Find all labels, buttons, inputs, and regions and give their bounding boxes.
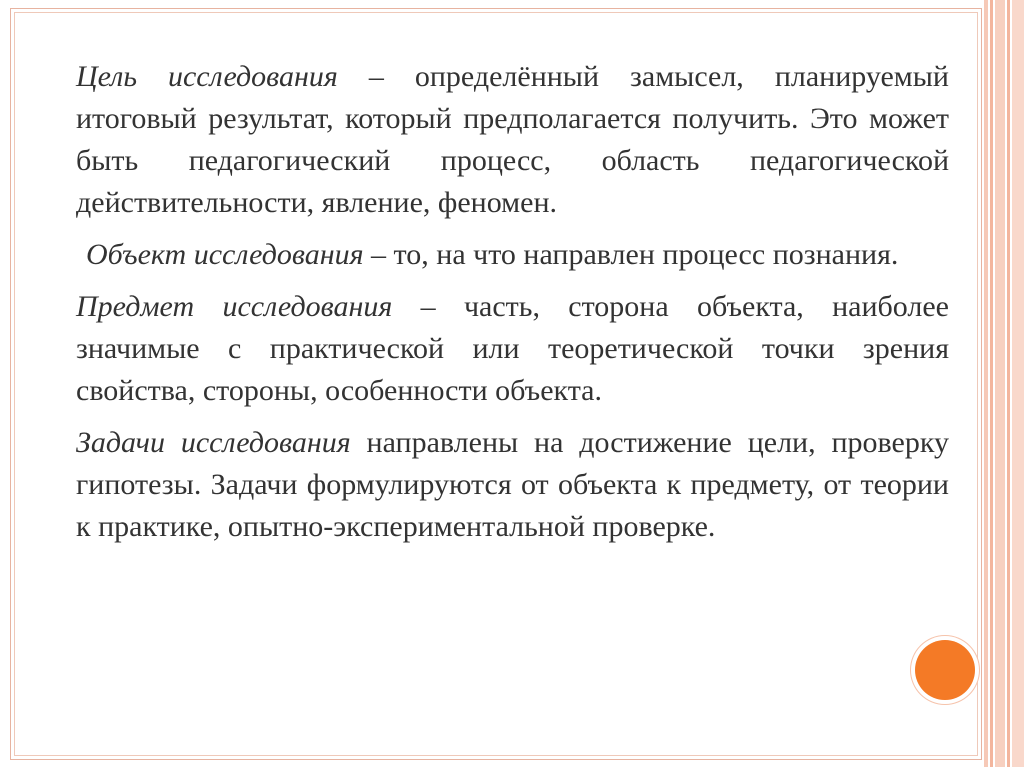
definition-goal: – определённый замысел, планируемый итоговый результат, который предполагается получить. Это может быть педагогический процесс, область педагогической действительности, явление, феномен.	[76, 60, 949, 219]
stripe	[1007, 0, 1010, 767]
decorative-stripes	[984, 0, 1024, 767]
definition-subject: – часть, сторона объекта, наиболее значимые с практической или теоретической точки зрения свойства, стороны, особенности объекта.	[76, 290, 949, 407]
stripe	[1012, 0, 1024, 767]
term-object: Объект исследования	[86, 238, 364, 271]
paragraph-tasks	[76, 422, 949, 548]
paragraph-subject	[76, 286, 949, 412]
definition-tasks: направлены на достижение цели, проверку гипотезы. Задачи формулируются от объекта к предмету, от теории к практике, опытно-экспериментальной проверке.	[76, 426, 949, 543]
definition-object: – то, на что направлен процесс познания.	[363, 238, 899, 271]
slide-body	[76, 56, 949, 558]
stripe	[995, 0, 1005, 767]
paragraph-object	[76, 234, 949, 276]
orange-circle-icon	[915, 640, 975, 700]
paragraph-goal	[76, 56, 949, 224]
term-goal: Цель исследования	[76, 60, 338, 93]
stripe	[984, 0, 988, 767]
term-subject: Предмет исследования	[76, 290, 393, 323]
stripe	[990, 0, 993, 767]
term-tasks: Задачи исследования	[76, 426, 351, 459]
